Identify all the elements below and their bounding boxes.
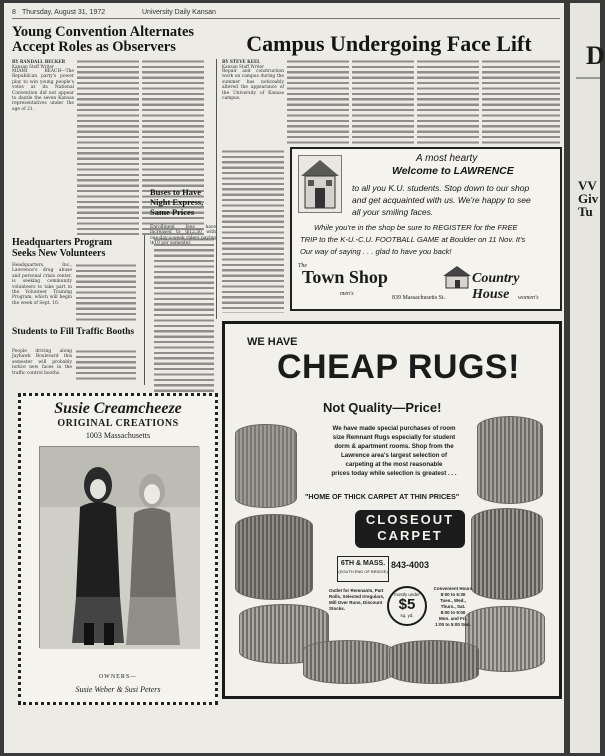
headquarters-column-2 bbox=[76, 263, 136, 323]
campus-lead: Repair and construction work on campus during the summer has noticeably altered the appearance of the University of Kansas campus. bbox=[222, 69, 284, 102]
column-rule bbox=[144, 235, 145, 385]
rug-roll-right-mid bbox=[471, 508, 543, 600]
town-shop-welcome-ad bbox=[290, 147, 562, 311]
paper-name: University Daily Kansan bbox=[142, 9, 216, 16]
buses-lead: Enrollment fees have increased to \$12.50 with one-day-a-week riders paying \$10 per semester. bbox=[150, 225, 216, 247]
newspaper-page bbox=[4, 3, 564, 753]
campus-column-2 bbox=[287, 59, 349, 145]
rug-roll-bottom-left bbox=[303, 640, 393, 684]
price-badge-price: $5 bbox=[398, 596, 416, 613]
rugs-body-line-2: size Remnant Rugs especially for student bbox=[332, 434, 456, 441]
ad-body-line-6: Our way of saying . . . glad to have you back! bbox=[300, 247, 452, 256]
campus-column-4 bbox=[417, 59, 479, 145]
town-shop-the-label: The bbox=[298, 263, 307, 269]
rugs-address-box bbox=[337, 556, 389, 582]
campus-headline: Campus Undergoing Face Lift bbox=[246, 31, 532, 56]
country-house-womens-label: women's bbox=[518, 295, 539, 301]
ad-body-line-2: and get acquainted with us. We're happy to see bbox=[352, 195, 531, 205]
rugs-tagline: "HOME OF THICK CARPET AT THIN PRICES" bbox=[305, 492, 460, 501]
campus-byline-role: Kansan Staff Writer bbox=[222, 64, 264, 69]
rugs-hours-2: Tues., Wed., bbox=[440, 598, 466, 603]
rugs-phone: 843-4003 bbox=[391, 560, 430, 570]
campus-column-1b bbox=[222, 149, 284, 313]
ad-greeting: A most hearty bbox=[416, 153, 478, 164]
rug-roll-left-bottom bbox=[235, 514, 313, 600]
students-headline: Students to Fill Traffic Booths bbox=[12, 327, 135, 337]
rugs-subhead: Not Quality—Price! bbox=[323, 400, 442, 415]
rugs-body-line-1: We have made special purchases of room bbox=[332, 425, 456, 432]
ad-body-line-4: While you're in the shop be sure to REGISTER for the FREE bbox=[314, 223, 518, 232]
convention-byline: BY RANDALL BECKER bbox=[12, 59, 66, 64]
town-shop-mens-label: men's bbox=[340, 291, 354, 297]
rugs-address: 6TH & MASS. bbox=[340, 560, 386, 567]
headquarters-headline: Headquarters Program Seeks New Volunteers bbox=[12, 237, 113, 259]
campus-column-3 bbox=[352, 59, 414, 145]
susie-ad-address: 1003 Massachusetts bbox=[85, 431, 151, 440]
students-column-2 bbox=[76, 349, 136, 383]
adjacent-page-rule bbox=[576, 77, 600, 79]
susie-ad-photo bbox=[39, 446, 199, 648]
susie-ad-owners: Susie Weber & Susi Peters bbox=[75, 685, 161, 694]
rugs-headline: CHEAP RUGS! bbox=[277, 348, 520, 386]
buses-headline: Buses to Have Night Express, Same Prices bbox=[150, 187, 204, 217]
rugs-hours-label: Convenient Hours bbox=[433, 586, 473, 591]
rugs-body-line-4: Lawrence area's largest selection of bbox=[340, 452, 448, 459]
convention-column-1 bbox=[12, 59, 74, 239]
page-number: 8 bbox=[12, 9, 16, 16]
closeout-logo-line-2: CARPET bbox=[377, 528, 443, 543]
ad-body-line-1: to all you K.U. students. Stop down to our shop bbox=[352, 183, 530, 193]
rugs-hours-6: 1:00 to 5:00 Sun. bbox=[435, 622, 471, 627]
cheap-rugs-ad bbox=[222, 321, 562, 699]
column-rule bbox=[216, 59, 217, 319]
rugs-body bbox=[319, 424, 469, 478]
price-badge-top: mostly under bbox=[394, 592, 420, 597]
susie-ad-subtitle: ORIGINAL CREATIONS bbox=[57, 418, 179, 429]
price-badge-unit: sq. yd. bbox=[400, 613, 414, 618]
rugs-hours-5: Mon. and Fri. bbox=[439, 616, 467, 621]
buses-column-1 bbox=[154, 237, 214, 397]
shop-address: 839 Massachusetts St. bbox=[392, 295, 446, 301]
ad-body-line-5: TRIP to the K-U.-C.U. FOOTBALL GAME at Boulder on 11 Nov. It's bbox=[300, 235, 526, 244]
adjacent-page-edge bbox=[570, 3, 605, 753]
rugs-hours-1: 8:00 to 5:30 bbox=[440, 592, 466, 597]
storefront-illustration bbox=[298, 155, 342, 213]
rugs-outlet-text: Outlet for Remnants, Part Rolls, Selected Irregulars, Mill Over Runs, Discount Stocks. bbox=[329, 588, 385, 611]
rugs-body-line-6: prices today while selection is greatest . . . bbox=[331, 470, 457, 477]
price-badge bbox=[387, 586, 427, 626]
convention-headline: Young Convention Alternates Accept Roles as Observers bbox=[12, 24, 195, 55]
convention-lead: MIAMI BEACH—The Republican party's power play to win young people's votes at its National Convention did not appear to dazzle the seven Kansas representatives under the age of 21. bbox=[12, 69, 74, 112]
convention-column-2 bbox=[77, 59, 139, 235]
adjacent-page-subhead: VV Giv Tu bbox=[578, 178, 599, 219]
closeout-logo-line-1: CLOSEOUT bbox=[365, 512, 455, 527]
convention-byline-role: Kansan Staff Writer bbox=[12, 64, 54, 69]
students-lead: People driving along Jayhawk Boulevard this semester will probably notice new faces in the traffic control booths. bbox=[12, 349, 72, 376]
susie-ad-title: Susie Creamcheeze bbox=[54, 400, 182, 417]
rugs-body-line-3: dorm & apartment rooms. Shop from the bbox=[334, 443, 454, 450]
issue-date: Thursday, August 31, 1972 bbox=[22, 9, 106, 16]
rugs-hours-3: Thurs., Sat. bbox=[440, 604, 466, 609]
country-house-icon bbox=[442, 265, 472, 289]
rug-roll-bottom-right bbox=[389, 640, 479, 684]
campus-column-1 bbox=[222, 59, 284, 149]
rug-roll-left-top bbox=[235, 424, 297, 508]
adjacent-page-headline: D bbox=[586, 41, 605, 70]
rugs-address-note: (SOUTH END OF BRIDGE) bbox=[338, 569, 388, 574]
rug-roll-right-top bbox=[477, 416, 543, 504]
town-shop-logo: Town Shop bbox=[302, 267, 388, 287]
campus-byline: BY STEVE KEEL bbox=[222, 59, 261, 64]
page-masthead bbox=[12, 9, 560, 19]
country-house-logo: Country House bbox=[472, 271, 520, 302]
models-photo-illustration bbox=[40, 447, 200, 649]
rugs-body-line-5: carpeting at the most reasonable bbox=[345, 461, 443, 468]
susie-ad-owners-label: OWNERS— bbox=[98, 674, 138, 680]
storefront-icon bbox=[299, 156, 341, 212]
ad-body-line-3: all your smiling faces. bbox=[352, 207, 434, 217]
campus-column-5 bbox=[482, 59, 560, 145]
headquarters-lead: Headquarters, Inc., Lawrence's drug abuse and personal crisis center, is seeking community volunteers to take part in the Volunteer Training Program, which will begin the week of Sept. 10. bbox=[12, 263, 72, 306]
rugs-we-have: WE HAVE bbox=[247, 336, 298, 348]
rugs-hours bbox=[431, 586, 475, 628]
rugs-hours-4: 8:00 to 9:00 bbox=[440, 610, 466, 615]
susie-creamcheeze-ad bbox=[18, 393, 218, 705]
ad-welcome: Welcome to LAWRENCE bbox=[392, 165, 514, 177]
